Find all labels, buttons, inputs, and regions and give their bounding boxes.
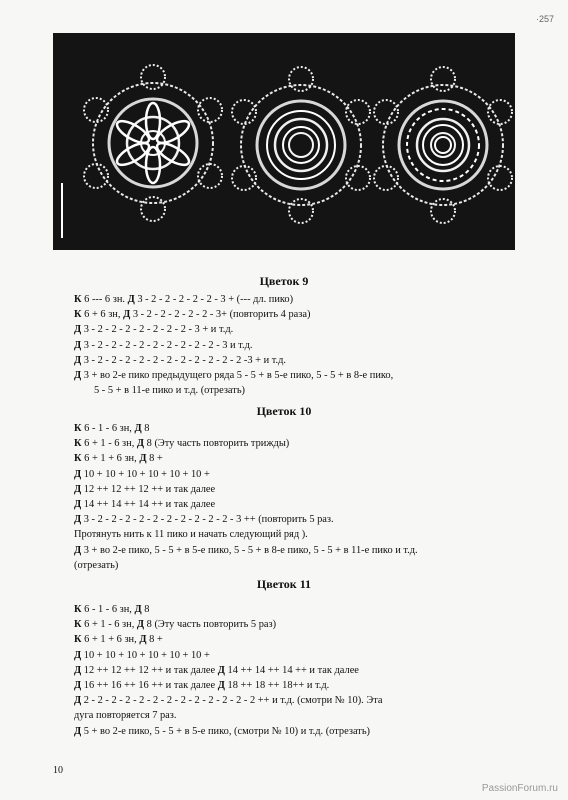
instruction-line: дуга повторяется 7 раз. xyxy=(74,710,177,722)
instruction-line: Д 14 ++ 14 ++ 14 ++ и так далее xyxy=(74,499,216,511)
section-11-title: Цветок 11 xyxy=(256,577,312,591)
instruction-line: Д 3 - 2 - 2 - 2 - 2 - 2 - 2 - 2 - 2 - 2 - 2 - 3 ++ (повторить 5 раз. xyxy=(74,514,334,526)
instruction-line: К 6 + 1 + 6 зн, Д 8 + xyxy=(74,634,163,646)
watermark: PassionForum.ru xyxy=(481,783,558,794)
section-10-instructions xyxy=(74,421,544,573)
instruction-line: К 6 + 6 зн, Д 3 - 2 - 2 - 2 - 2 - 2 - 3+ (повторить 4 раза) xyxy=(74,309,311,321)
instruction-line: Д 10 + 10 + 10 + 10 + 10 + 10 + xyxy=(74,649,210,661)
instruction-line: К 6 - 1 - 6 зн, Д 8 xyxy=(74,604,150,615)
instruction-line: Д 3 - 2 - 2 - 2 - 2 - 2 - 2 - 2 - 2 - 2 - 3 и т.д. xyxy=(74,339,253,351)
instruction-line: Д 3 - 2 - 2 - 2 - 2 - 2 - 2 - 2 - 3 + и т.д. xyxy=(74,324,234,336)
instruction-line: К 6 + 1 - 6 зн, Д 8 (Эту часть повторить 5 раз) xyxy=(74,619,277,631)
section-9-instructions xyxy=(74,292,544,398)
instruction-line: Д 3 + во 2-е пико предыдущего ряда 5 - 5 + в 5-е пико, 5 - 5 + в 8-е пико, xyxy=(74,370,394,382)
page-number: 10 xyxy=(53,765,63,776)
flower-10-image xyxy=(232,67,370,223)
instruction-line: 5 - 5 + в 11-е пико и т.д. (отрезать) xyxy=(94,385,246,397)
instruction-line: Д 10 + 10 + 10 + 10 + 10 + 10 + xyxy=(74,468,210,480)
instruction-line: К 6 --- 6 зн. Д 3 - 2 - 2 - 2 - 2 - 2 - 3 + (--- дл. пико) xyxy=(74,294,294,305)
flower-11-image xyxy=(374,67,512,223)
instruction-line: Протянуть нить к 11 пико и начать следующий ряд ). xyxy=(74,529,308,541)
section-11-instructions xyxy=(74,602,544,739)
instruction-line: (отрезать) xyxy=(74,559,119,571)
instruction-line: К 6 + 1 + 6 зн, Д 8 + xyxy=(74,453,163,465)
instruction-line: Д 12 ++ 12 ++ 12 ++ и так далее xyxy=(74,483,216,495)
instruction-line: Д 3 - 2 - 2 - 2 - 2 - 2 - 2 - 2 - 2 - 2 - 2 - 2 -3 + и т.д. xyxy=(74,354,287,366)
instruction-line: Д 3 + во 2-е пико, 5 - 5 + в 5-е пико, 5 - 5 + в 8-е пико, 5 - 5 + в 11-е пико и т.д. xyxy=(74,544,418,556)
tatted-flowers-photo xyxy=(53,33,515,250)
flower-illustration xyxy=(53,33,515,250)
section-9-title: Цветок 9 xyxy=(259,274,309,288)
corner-mark: ·257 xyxy=(535,14,554,24)
instruction-line: Д 16 ++ 16 ++ 16 ++ и так далее Д 18 ++ 18 ++ 18++ и т.д. xyxy=(74,680,330,692)
section-10-title: Цветок 10 xyxy=(256,404,312,418)
instruction-line: Д 12 ++ 12 ++ 12 ++ и так далее Д 14 ++ 14 ++ 14 ++ и так далее xyxy=(74,664,359,676)
instruction-line: К 6 + 1 - 6 зн, Д 8 (Эту часть повторить трижды) xyxy=(74,438,290,450)
instruction-line: Д 2 - 2 - 2 - 2 - 2 - 2 - 2 - 2 - 2 - 2 - 2 - 2 - 2 ++ и т.д. (смотри № 10). Эта xyxy=(74,695,383,707)
instruction-line: К 6 - 1 - 6 зн, Д 8 xyxy=(74,423,150,434)
instruction-line: Д 5 + во 2-е пико, 5 - 5 + в 5-е пико, (смотри № 10) и т.д. (отрезать) xyxy=(74,725,371,737)
flower-9-image xyxy=(84,65,222,221)
